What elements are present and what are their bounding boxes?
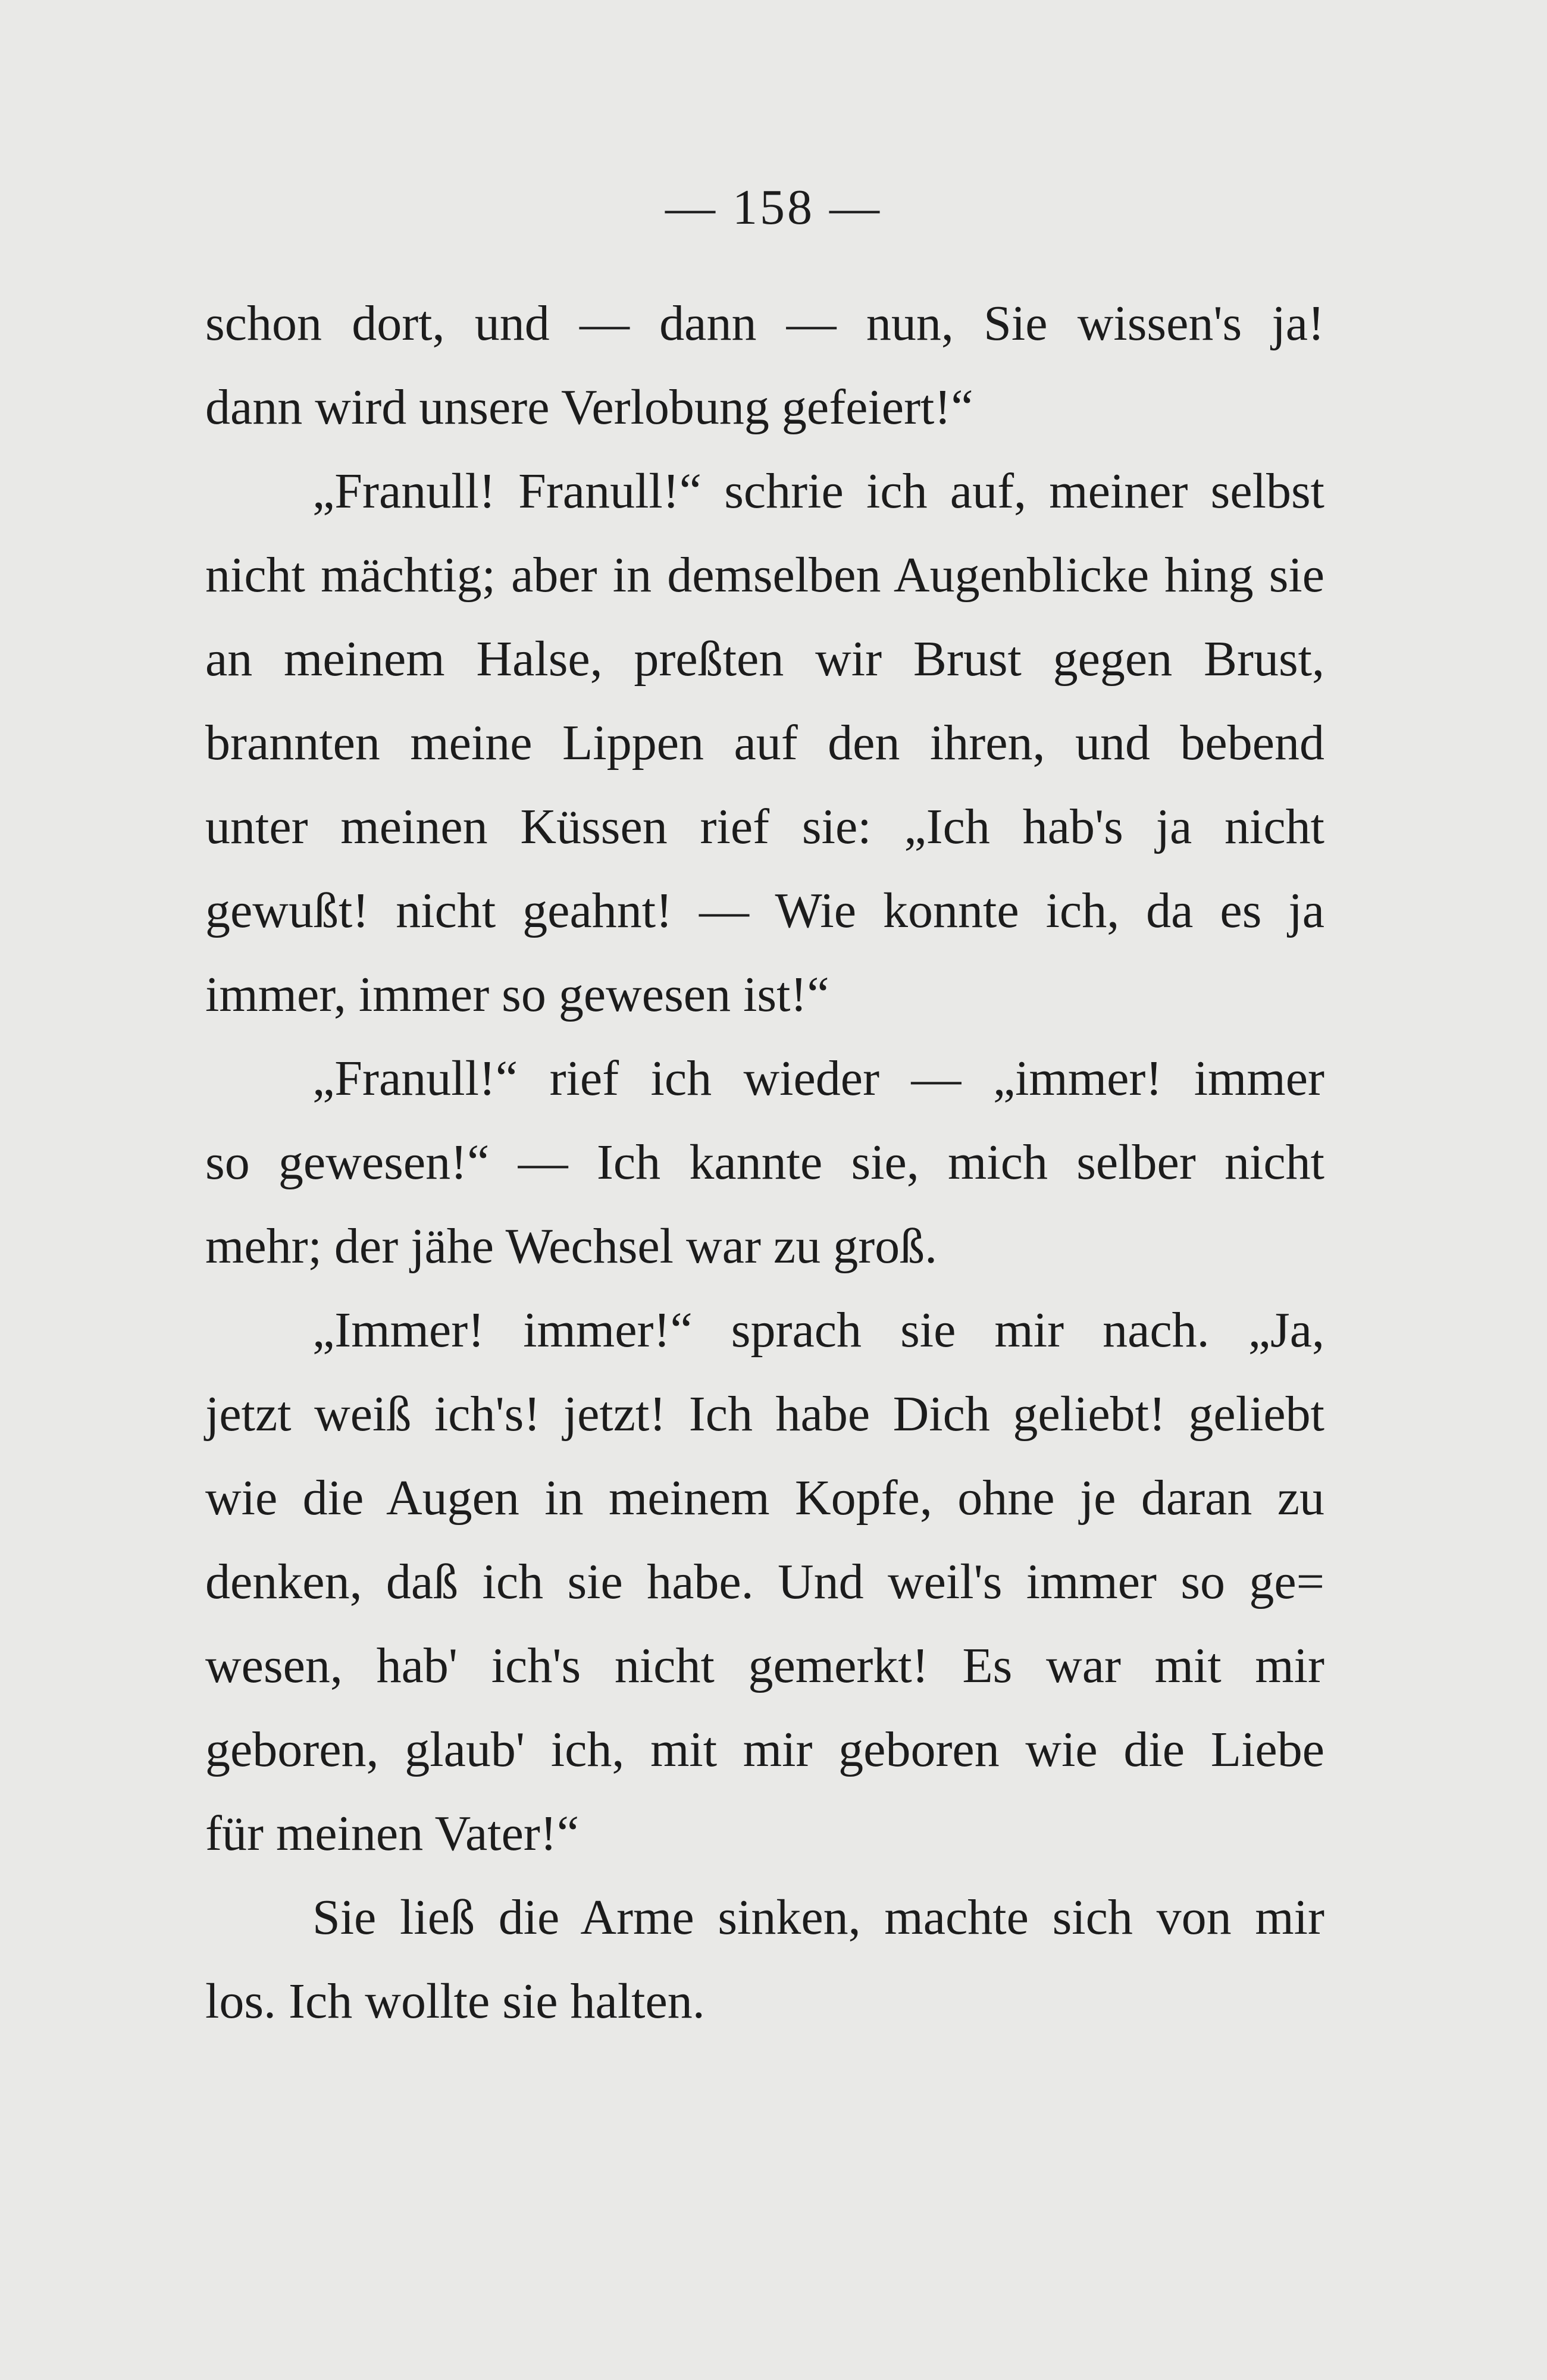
body-text — [205, 281, 1324, 2043]
text-line: „Immer! immer!“ sprach sie mir nach. „Ja, — [312, 1302, 1324, 1358]
text-line: an meinem Halse, preßten wir Brust gegen Brust, — [205, 631, 1324, 687]
text-line: brannten meine Lippen auf den ihren, und bebend — [205, 715, 1324, 771]
text-line: geboren, glaub' ich, mit mir geboren wie die Liebe — [205, 1722, 1324, 1777]
text-line: für meinen Vater!“ — [205, 1806, 580, 1861]
text-line: nicht mächtig; aber in demselben Augenblicke hing sie — [205, 547, 1324, 603]
text-line: schon dort, und — dann — nun, Sie wissen's ja! — [205, 296, 1324, 351]
text-line: immer, immer so gewesen ist!“ — [205, 967, 829, 1022]
text-line: gewußt! nicht geahnt! — Wie konnte ich, da es ja — [205, 883, 1324, 938]
text-line: los. Ich wollte sie halten. — [205, 1974, 705, 2029]
text-line: dann wird unsere Verlobung gefeiert!“ — [205, 380, 973, 435]
text-line: Sie ließ die Arme sinken, machte sich von mir — [312, 1890, 1324, 1945]
text-line: unter meinen Küssen rief sie: „Ich hab's ja nicht — [205, 799, 1324, 854]
text-line: „Franull!“ rief ich wieder — „immer! immer — [312, 1051, 1324, 1106]
text-line: mehr; der jähe Wechsel war zu groß. — [205, 1219, 938, 1274]
text-line: denken, daß ich sie habe. Und weil's immer so ge= — [205, 1554, 1324, 1609]
page-number: — 158 — — [665, 180, 882, 235]
text-line: wesen, hab' ich's nicht gemerkt! Es war mit mir — [205, 1638, 1324, 1693]
text-line: so gewesen!“ — Ich kannte sie, mich selber nicht — [205, 1135, 1324, 1190]
text-line: „Franull! Franull!“ schrie ich auf, meiner selbst — [312, 464, 1324, 519]
text-line: wie die Augen in meinem Kopfe, ohne je daran zu — [205, 1470, 1324, 1526]
text-line: jetzt weiß ich's! jetzt! Ich habe Dich geliebt! geliebt — [205, 1386, 1324, 1442]
